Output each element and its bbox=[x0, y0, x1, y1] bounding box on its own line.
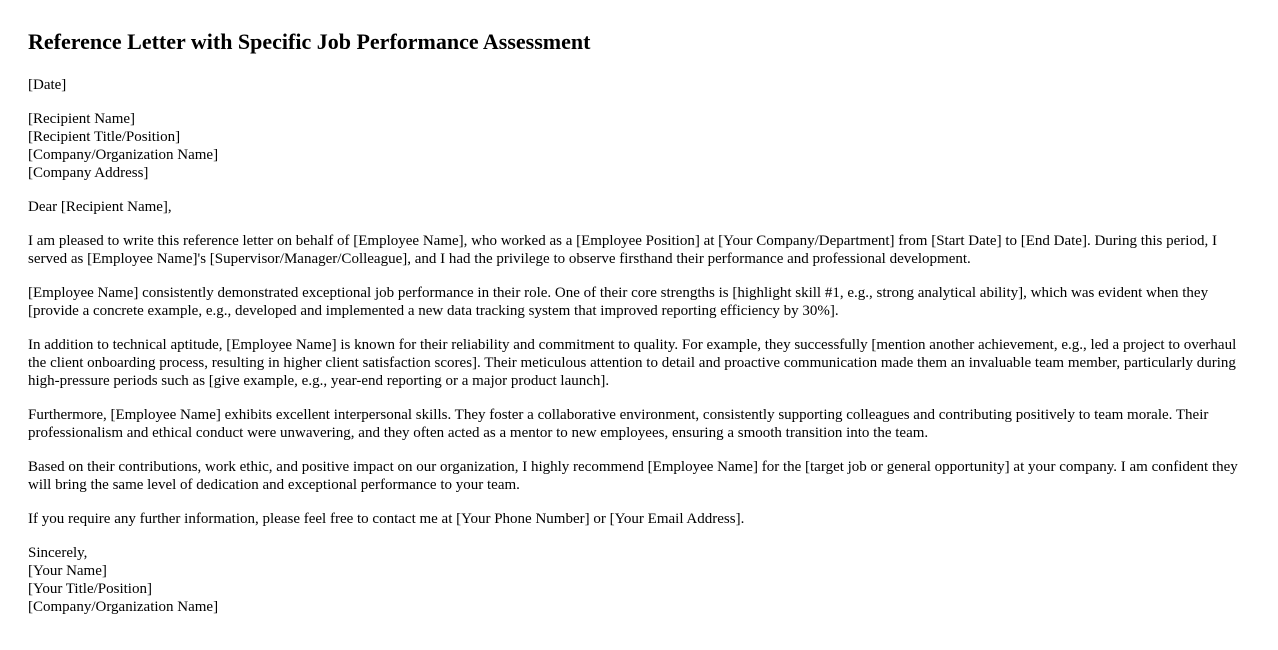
recipient-name: [Recipient Name] bbox=[28, 111, 136, 127]
salutation: Dear [Recipient Name], bbox=[28, 199, 172, 215]
letter-date: [Date] bbox=[28, 77, 67, 93]
sender-company: [Company/Organization Name] bbox=[28, 599, 219, 615]
sender-name: [Your Name] bbox=[28, 563, 107, 579]
recipient-block bbox=[28, 110, 1250, 182]
body-paragraph-performance: [Employee Name] consistently demonstrated exceptional job performance in their role. One of their core strengths is [highlight skill #1, e.g., strong analytical ability], which was evident when they [provide a concrete example, e.g., developed and implemented a new data tracking system that improved reporting efficiency by 30%]. bbox=[28, 285, 1209, 319]
recipient-address: [Company Address] bbox=[28, 165, 149, 181]
body-paragraph-recommendation: Based on their contributions, work ethic, and positive impact on our organization, I highly recommend [Employee Name] for the [target job or general opportunity] at your company. I am confident they will bring the same level of dedication and exceptional performance to your team. bbox=[28, 459, 1238, 493]
valediction: Sincerely, bbox=[28, 545, 88, 561]
body-paragraph-reliability: In addition to technical aptitude, [Employee Name] is known for their reliability and commitment to quality. For example, they successfully [mention another achievement, e.g., led a project to overhaul the client onboarding process, resulting in higher client satisfaction scores]. Their meticulous attention to detail and proactive communication made them an invaluable team member, particularly during high-pressure periods such as [give example, e.g., year-end reporting or a major product launch]. bbox=[28, 337, 1237, 389]
body-paragraph-intro: I am pleased to write this reference letter on behalf of [Employee Name], who worked as a [Employee Position] at [Your Company/Department] from [Start Date] to [End Date]. During this period, I served as [Employee Name]'s [Supervisor/Manager/Colleague], and I had the privilege to observe firsthand their performance and professional development. bbox=[28, 233, 1217, 267]
sender-title: [Your Title/Position] bbox=[28, 581, 152, 597]
document-title: Reference Letter with Specific Job Performance Assessment bbox=[28, 29, 591, 54]
recipient-company: [Company/Organization Name] bbox=[28, 147, 219, 163]
signature-block bbox=[28, 544, 1250, 616]
body-paragraph-interpersonal: Furthermore, [Employee Name] exhibits excellent interpersonal skills. They foster a collaborative environment, consistently supporting colleagues and contributing positively to team morale. Their professionalism and ethical conduct were unwavering, and they often acted as a mentor to new employees, ensuring a smooth transition into the team. bbox=[28, 407, 1209, 441]
recipient-title: [Recipient Title/Position] bbox=[28, 129, 181, 145]
body-paragraph-contact: If you require any further information, please feel free to contact me at [Your Phone Number] or [Your Email Address]. bbox=[28, 511, 745, 527]
